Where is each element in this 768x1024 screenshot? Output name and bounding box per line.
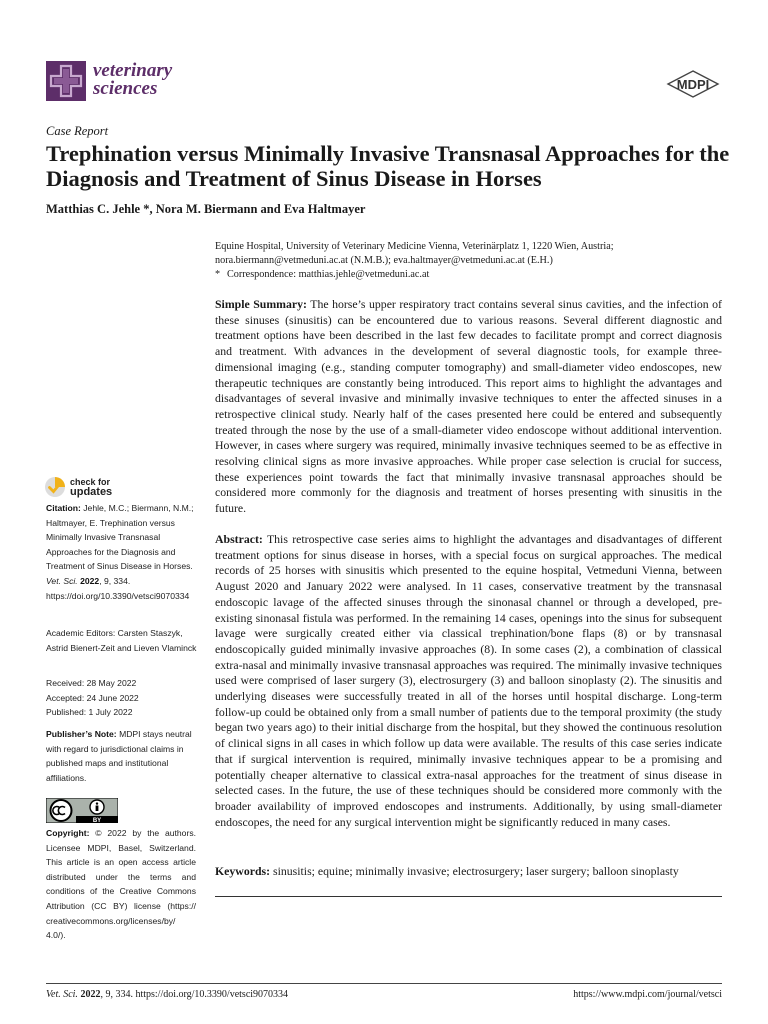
citation-year: 2022: [80, 575, 100, 586]
simple-summary: [215, 297, 722, 517]
keywords: [215, 864, 722, 880]
publishers-note-label: Publisher’s Note:: [46, 729, 117, 739]
check-for-updates-line2: updates: [70, 486, 113, 498]
citation-doi[interactable]: , 9, 334. https://doi.org/10.3390/vetsci9070334: [46, 575, 190, 601]
section-divider: [215, 896, 722, 897]
author-emails: nora.biermann@vetmeduni.ac.at (N.M.B.); eva.haltmayer@vetmeduni.ac.at (E.H.): [215, 255, 553, 266]
footer-year: 2022: [80, 989, 101, 1000]
check-for-updates-icon: [44, 476, 66, 498]
cc-by-label: BY: [92, 818, 102, 823]
affiliation: Equine Hospital, University of Veterinary Medicine Vienna, Veterinärplatz 1, 1220 Wien, Austria;: [215, 241, 614, 252]
abstract-text: This retrospective case series aims to highlight the advantages and disadvantages of different treatment options for sinus disease in horses, with a special focus on surgical approaches. The medical records of 25 horses with sinusitis which presented to the equine hospital, Vetmeduni Vienna, between August 2020 and January 2022 were analysed. In 11 cases, conservative treatment by the transnasal endoscopic lavage of the affected sinuses through the sinonasal channel or through a developed, pre-existing sinonasal fistula was performed. In the remaining 14 cases, openings into the sinus for subsequent lavage were surgically created either via classical trephination/bone flaps (8) or by transnasal endoscopically guided minimally invasive approaches (8). In some cases (2), a combination of classical extra-nasal and minimally invasive transnasal approaches was required. The minimally invasive techniques used were comprised of laser surgery (3), electrosurgery (3) and balloon sinoplasty (2). The sinusitis and underlying diseases were successfully treated in all of the horses until hospital discharge. Long-term follow-up could be obtained only from a small number of patients due to the temporal proximity (the study began two years ago) to their initial discharge from the hospital, but they showed the continuous resolution of clinical signs in all cases in which follow up data were available. The results of this case series indicate that if surgical intervention is required, minimally invasive techniques appear to be a promising and potentially cheaper alternative to classical extra-nasal approaches for the treatment of sinus disease in selected cases. In the future, the use of these techniques should be considered more commonly with the broader availability of improved endoscopes and instruments. Additionally, by using small-diameter endoscopes, the need for any surgical intervention might be significantly reduced in many cases.: [215, 532, 722, 829]
mdpi-logo-icon: [666, 70, 720, 100]
publication-dates: [46, 676, 198, 720]
academic-editors: Academic Editors: Carsten Staszyk, Astrid Bienert-Zeit and Lieven Vlaminck: [46, 628, 197, 653]
correspondence-text: Correspondence: matthias.jehle@vetmeduni.ac.at: [227, 269, 430, 280]
check-for-updates-button[interactable]: [44, 476, 134, 500]
copyright-notice: [46, 826, 196, 943]
journal-logo-icon: [46, 61, 86, 101]
author-list: Matthias C. Jehle *, Nora M. Biermann and Eva Haltmayer: [46, 202, 366, 216]
check-for-updates-label: [70, 477, 112, 497]
footer-doi[interactable]: , 9, 334. https://doi.org/10.3390/vetsci9070334: [100, 989, 289, 1000]
correspondence: [215, 268, 725, 282]
copyright-text: © 2022 by the authors. Licensee MDPI, Basel, Switzerland. This article is an open access article distributed under the terms and conditions of the Creative Commons Attribution (CC BY) license (https:// creativecommons.org/licenses/by/ 4.0/).: [46, 828, 197, 941]
abstract: [215, 532, 722, 830]
citation: [46, 501, 198, 603]
published-date: Published: 1 July 2022: [46, 707, 133, 718]
keywords-text: sinusitis; equine; minimally invasive; electrosurgery; laser surgery; balloon sinoplasty: [273, 864, 679, 878]
footer-citation: [46, 989, 288, 1000]
simple-summary-text: The horse’s upper respiratory tract contains several sinus cavities, and the infection of these sinuses (sinusitis) can be encountered due to various reasons. Several different diagnostic and treatment options have been described in the last few decades to facilitate prompt and correct diagnosis and treatment. With advances in the development of several diagnostic tools, for example three-dimensional imaging (e.g., standing computer tomography) and small-diameter video endoscopes, new therapeutic techniques are constantly being introduced. This report aims to highlight the advantages and disadvantages of several invasive and minimally invasive techniques to enter the affected sinuses in a retrospective clinical study. Nearly half of the cases presented here could be entered and subsequently treated through the nose by the use of a small-diameter video endoscope without additional intervention. However, in cases where surgery was required, minimally invasive techniques seemed to be as effective in resolving clinical signs as more invasive approaches. While proper case selection is crucial for success, these experiences point towards the fact that minimally invasive transnasal approaches should be considered more commonly for the diagnosis and treatment of horses presenting with sinusitis in the future.: [215, 297, 722, 516]
accepted-date: Accepted: 24 June 2022: [46, 692, 139, 703]
publishers-note-text: MDPI stays neutral with regard to jurisdictional claims in published maps and institutional affiliations.: [46, 729, 192, 783]
abstract-label: Abstract:: [215, 532, 263, 546]
publishers-note: [46, 727, 198, 785]
footer-journal-url[interactable]: https://www.mdpi.com/journal/vetsci: [573, 989, 722, 1000]
citation-text: Jehle, M.C.; Biermann, N.M.; Haltmayer, E. Trephination versus Minimally Invasive Transnasal Approaches for the Diagnosis and Treatment of Sinus Disease in Horses.: [46, 503, 194, 572]
journal-name-line1: veterinary: [93, 60, 173, 81]
journal-name: [93, 62, 172, 98]
citation-label: Citation:: [46, 503, 81, 513]
keywords-label: Keywords:: [215, 864, 271, 878]
check-for-updates-line1: check for: [70, 477, 111, 487]
article-title: Trephination versus Minimally Invasive Transnasal Approaches for the Diagnosis and Treatment of Sinus Disease in Horses: [46, 141, 730, 191]
copyright-label: Copyright:: [46, 828, 90, 838]
cc-by-license-icon[interactable]: [46, 798, 118, 823]
received-date: Received: 28 May 2022: [46, 678, 137, 688]
footer-journal: Vet. Sci.: [46, 989, 78, 1000]
correspondence-marker: *: [215, 269, 221, 280]
simple-summary-label: Simple Summary:: [215, 297, 307, 311]
citation-journal: Vet. Sci.: [46, 575, 78, 586]
article-type: Case Report: [46, 124, 109, 138]
mdpi-logo-text: MDPI: [676, 77, 710, 92]
journal-name-line2: sciences: [93, 78, 158, 99]
footer-divider: [46, 983, 722, 984]
